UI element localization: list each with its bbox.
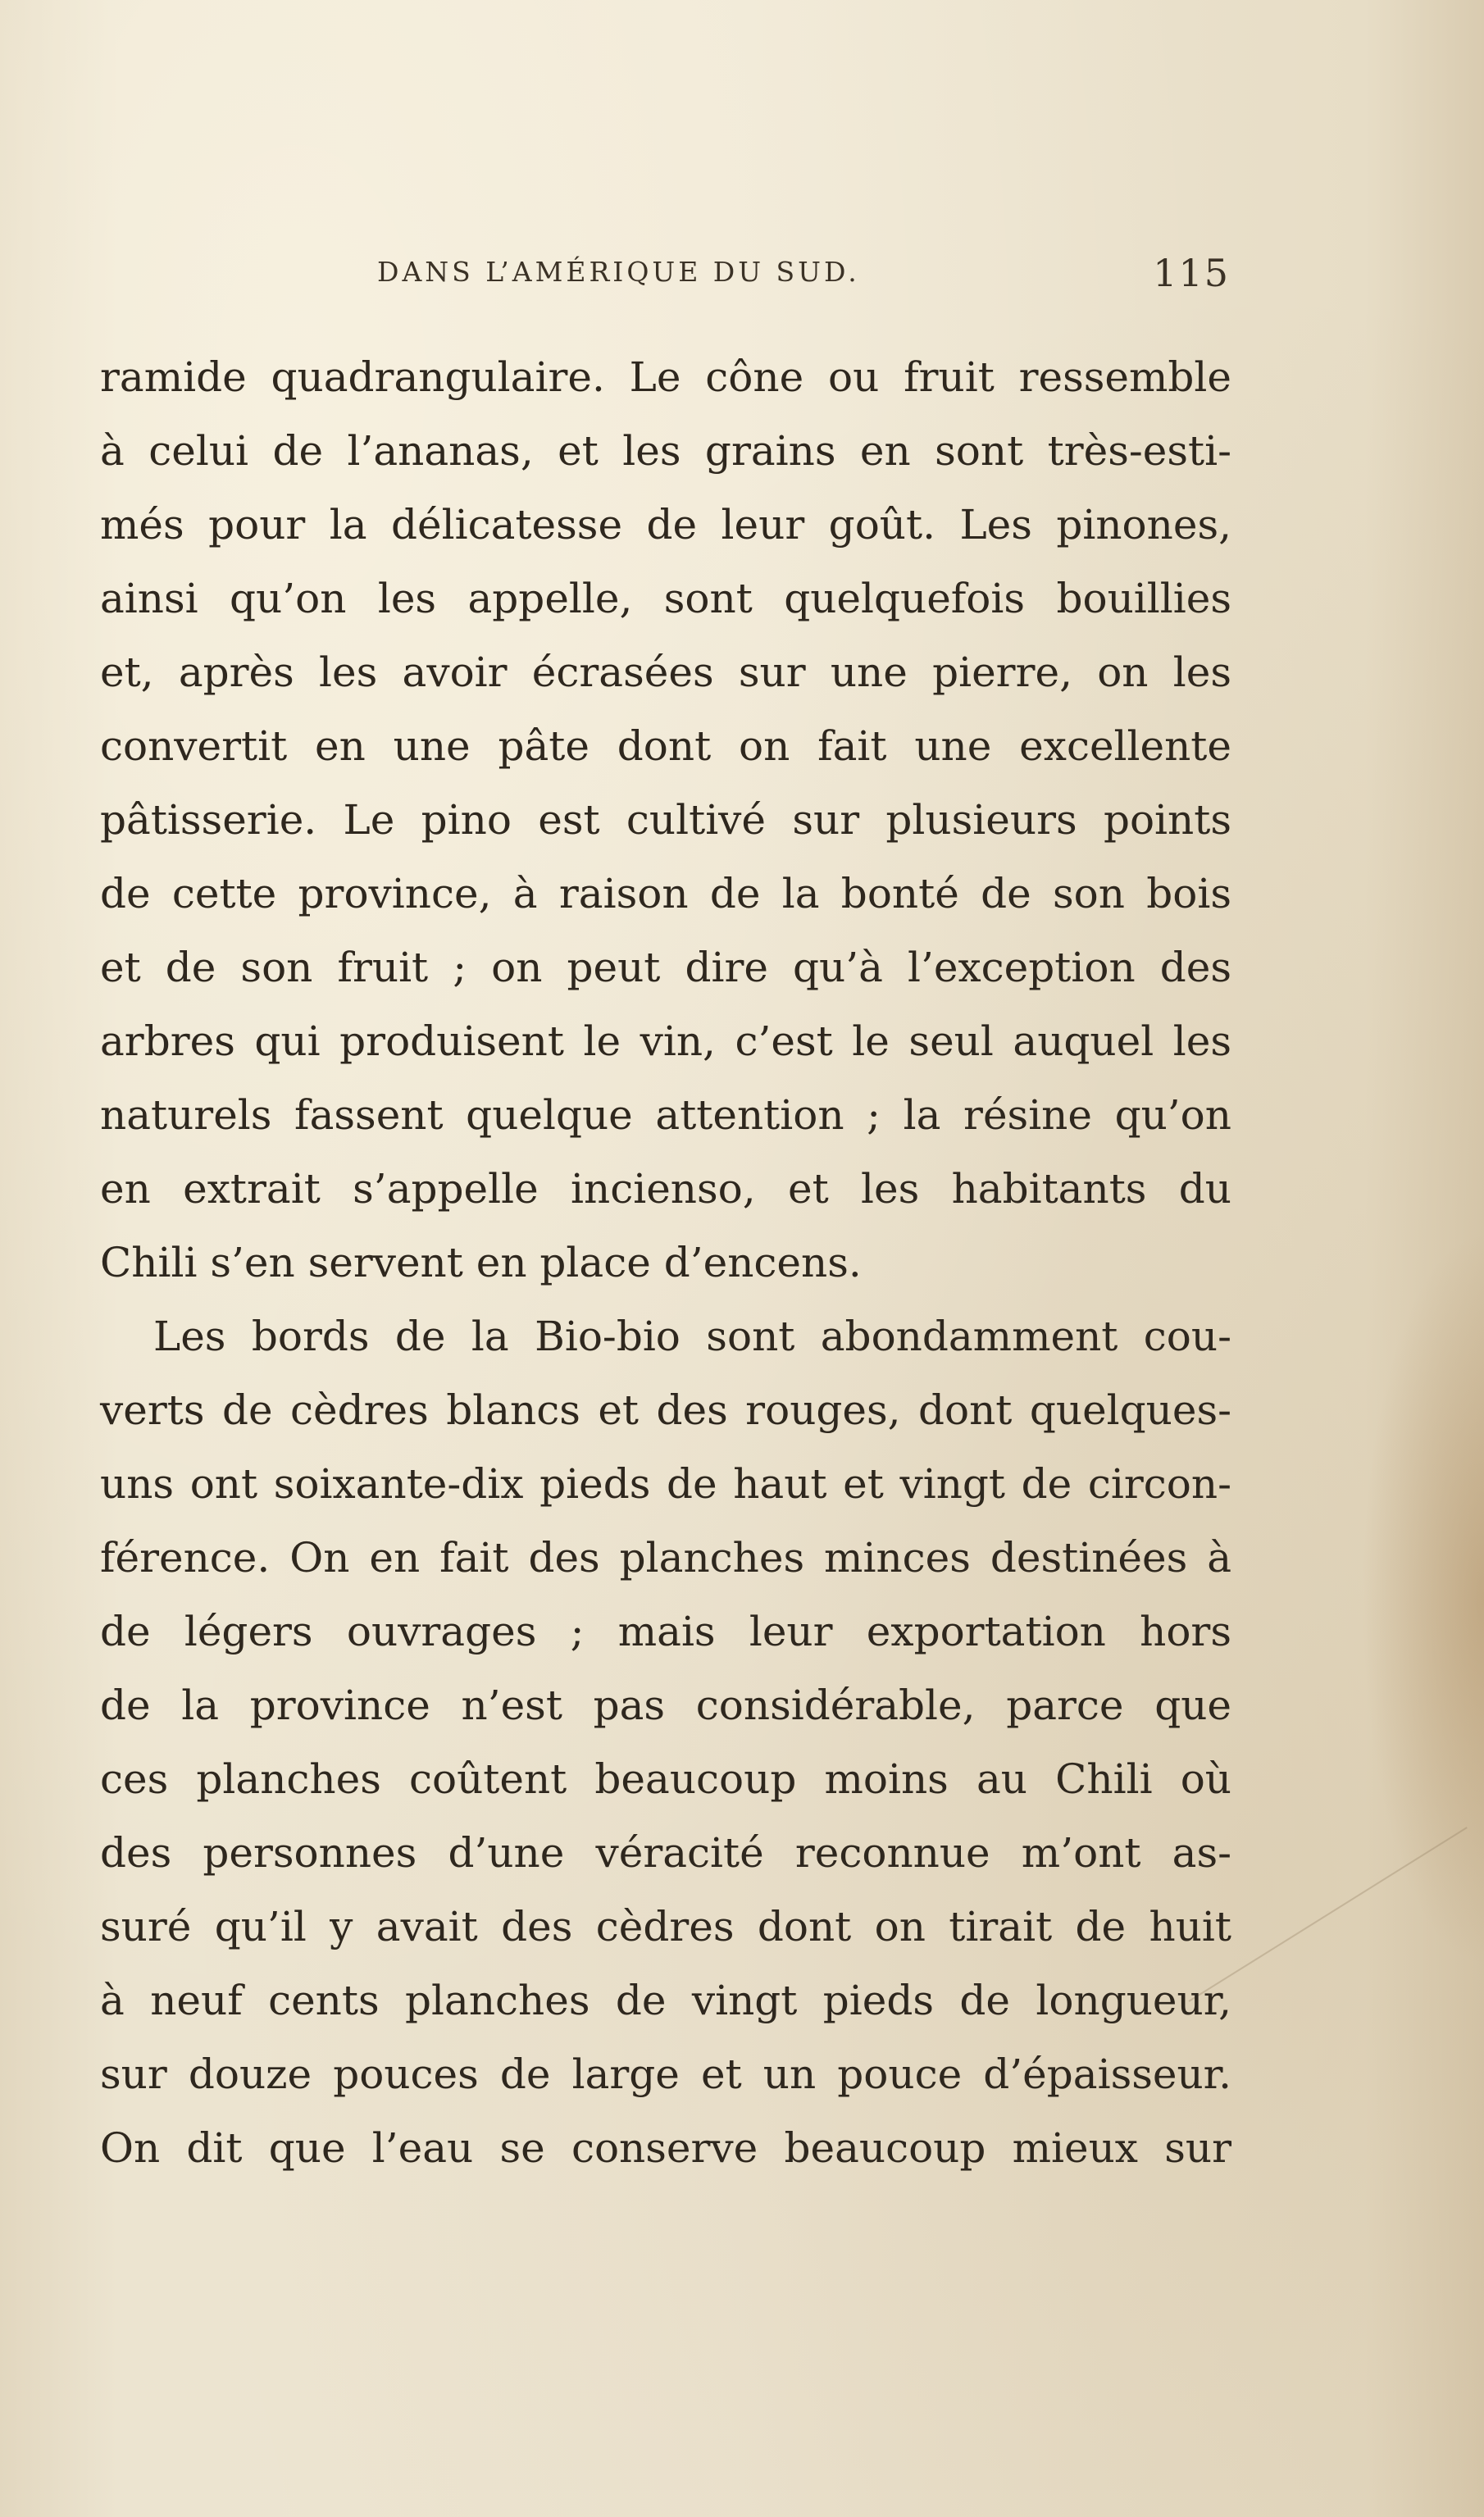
text-line: à celui de l’ananas, et les grains en sont très-esti- xyxy=(100,427,1231,475)
text-line: sur douze pouces de large et un pouce d’épaisseur. xyxy=(100,2050,1231,2098)
text-line: suré qu’il y avait des cèdres dont on tirait de huit xyxy=(100,1903,1231,1950)
text-line: en extrait s’appelle inciensо, et les habitants du xyxy=(100,1165,1231,1213)
paper-stain xyxy=(1361,1230,1484,1968)
text-line: On dit que l’eau se conserve beaucoup mieux sur xyxy=(100,2124,1231,2172)
text-line: naturels fassent quelque attention ; la résine qu’on xyxy=(100,1091,1231,1139)
text-line: arbres qui produisent le vin, c’est le seul auquel les xyxy=(100,1017,1231,1065)
text-line: de légers ouvrages ; mais leur exportation hors xyxy=(100,1608,1231,1655)
text-line: ainsi qu’on les appelle, sont quelquefois bouillies xyxy=(100,575,1231,622)
body-text xyxy=(100,340,1231,2185)
text-line: pâtisserie. Le pino est cultivé sur plusieurs points xyxy=(100,796,1231,844)
text-line: de cette province, à raison de la bonté de son bois xyxy=(100,870,1231,917)
text-line: de la province n’est pas considérable, parce que xyxy=(100,1682,1231,1729)
running-title: DANS L’AMÉRIQUE DU SUD. xyxy=(377,256,860,288)
text-line: et, après les avoir écrasées sur une pierre, on les xyxy=(100,649,1231,696)
text-line: des personnes d’une véracité reconnue m’ont as- xyxy=(100,1829,1231,1877)
text-line: més pour la délicatesse de leur goût. Les pinones, xyxy=(100,501,1231,548)
text-line: ramide quadrangulaire. Le cône ou fruit ressemble xyxy=(100,353,1231,401)
text-line: à neuf cents planches de vingt pieds de longueur, xyxy=(100,1977,1231,2024)
text-line: Les bords de la Bio-bio sont abondamment cou- xyxy=(153,1313,1231,1360)
running-head xyxy=(98,251,1230,305)
text-line: ces planches coûtent beaucoup moins au Chili où xyxy=(100,1755,1231,1803)
text-line: Chili s’en servent en place d’encens. xyxy=(100,1239,862,1286)
text-line: convertit en une pâte dont on fait une excellente xyxy=(100,722,1231,770)
text-line: uns ont soixante-dix pieds de haut et vingt de circon- xyxy=(100,1460,1231,1508)
page-number: 115 xyxy=(1153,251,1230,295)
text-line: et de son fruit ; on peut dire qu’à l’exception des xyxy=(100,944,1231,991)
text-line: verts de cèdres blancs et des rouges, dont quelques- xyxy=(100,1386,1231,1434)
text-line: férence. On en fait des planches minces destinées à xyxy=(100,1534,1231,1582)
